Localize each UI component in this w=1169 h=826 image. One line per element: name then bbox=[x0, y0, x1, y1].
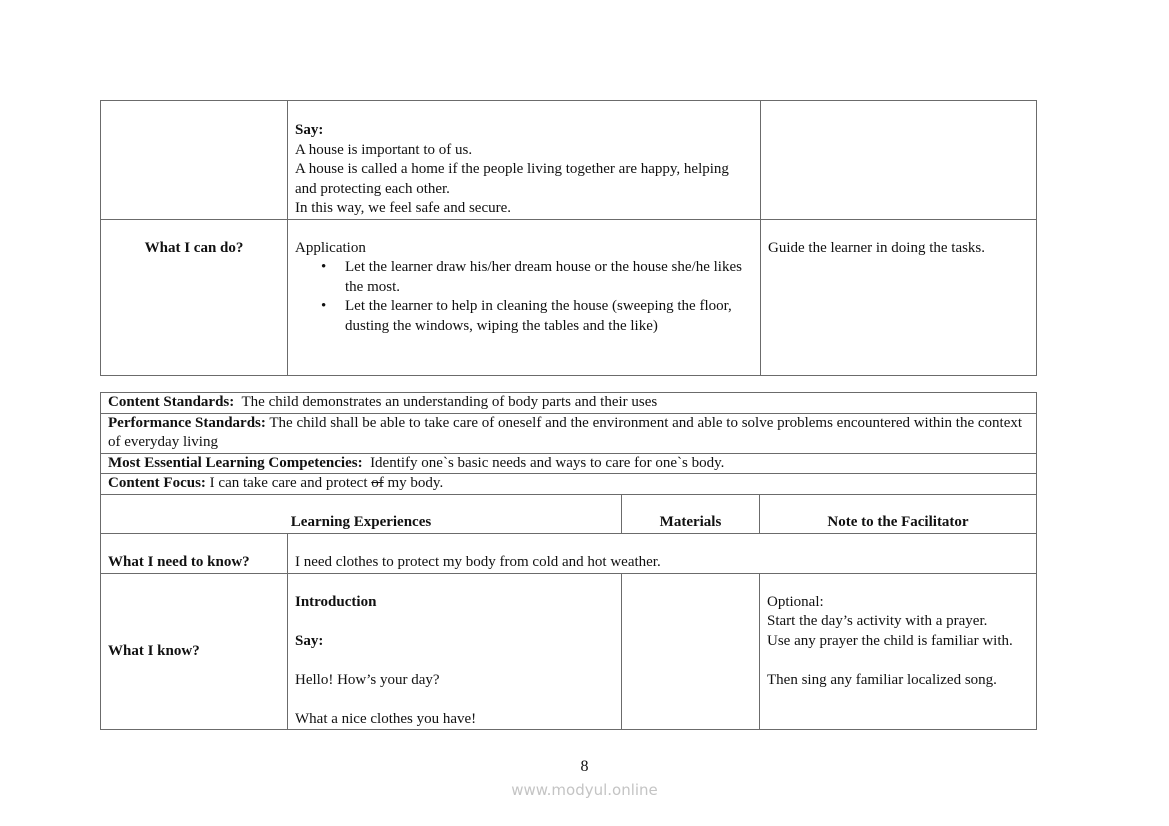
table-header-row bbox=[101, 494, 1037, 533]
content-standards-text: The child demonstrates an understanding of body parts and their uses bbox=[241, 394, 658, 410]
introduction-heading: Introduction bbox=[295, 593, 377, 610]
content-focus-label: Content Focus: bbox=[108, 475, 206, 491]
table-row bbox=[101, 533, 1037, 573]
say-line: A house is important to of us. bbox=[295, 141, 473, 158]
need-to-know-text: I need clothes to protect my body from cold and hot weather. bbox=[288, 533, 1037, 573]
row-label-cell bbox=[101, 101, 288, 220]
table-row bbox=[101, 393, 1037, 414]
say-line: A house is called a home if the people living together are happy, helping and protecting each other. bbox=[295, 161, 729, 197]
table-row bbox=[101, 453, 1037, 474]
table-row bbox=[101, 101, 1037, 220]
lesson-table-house bbox=[100, 100, 1037, 376]
performance-standards bbox=[101, 413, 1037, 453]
table-row bbox=[101, 413, 1037, 453]
header-note-to-facilitator: Note to the Facilitator bbox=[760, 494, 1037, 533]
list-item: • Let the learner draw his/her dream house or the house she/he likes the most. bbox=[345, 258, 753, 297]
note-cell: Guide the learner in doing the tasks. bbox=[761, 219, 1037, 375]
row-label-what-i-can-do: What I can do? bbox=[101, 219, 288, 375]
learning-experience-cell bbox=[288, 101, 761, 220]
performance-standards-label: Performance Standards: bbox=[108, 414, 266, 431]
content-focus bbox=[101, 474, 1037, 495]
say-label: Say: bbox=[295, 122, 324, 138]
lesson-table-body bbox=[100, 392, 1037, 730]
say-label: Say: bbox=[295, 632, 324, 649]
application-heading: Application bbox=[295, 239, 366, 256]
table-row bbox=[101, 573, 1037, 730]
note-line: Use any prayer the child is familiar with. bbox=[767, 632, 1013, 649]
table-row bbox=[101, 474, 1037, 495]
content-focus-text-end: my body. bbox=[387, 475, 444, 491]
content-standards bbox=[101, 393, 1037, 414]
say-line: In this way, we feel safe and secure. bbox=[295, 200, 512, 216]
header-learning-experiences: Learning Experiences bbox=[101, 494, 622, 533]
materials-cell bbox=[622, 573, 760, 730]
row-label-what-i-need-to-know: What I need to know? bbox=[101, 533, 288, 573]
content-focus-struck-word: of bbox=[371, 475, 384, 491]
melc-text: Identify one`s basic needs and ways to care for one`s body. bbox=[370, 454, 725, 471]
application-list bbox=[295, 258, 753, 336]
note-optional-label: Optional: bbox=[767, 593, 824, 610]
melc-label: Most Essential Learning Competencies: bbox=[108, 454, 363, 471]
header-materials: Materials bbox=[622, 494, 760, 533]
say-line: Hello! How’s your day? bbox=[295, 671, 440, 688]
content-focus-text: I can take care and protect bbox=[209, 475, 368, 491]
note-line: Start the day’s activity with a prayer. bbox=[767, 613, 988, 629]
note-line: Then sing any familiar localized song. bbox=[767, 671, 997, 688]
performance-standards-text: The child shall be able to take care of oneself and the environment and able to solve problems encountered within the context of everyday living bbox=[108, 414, 1023, 450]
page-number: 8 bbox=[580, 758, 589, 775]
content-standards-label: Content Standards: bbox=[108, 394, 235, 410]
watermark: www.modyul.online bbox=[511, 781, 658, 799]
note-cell bbox=[761, 101, 1037, 220]
learning-experience-cell bbox=[288, 219, 761, 375]
list-item: • Let the learner to help in cleaning the house (sweeping the floor, dusting the windows, wiping the tables and the like) bbox=[345, 297, 753, 336]
learning-experience-cell bbox=[288, 573, 622, 730]
say-line: What a nice clothes you have! bbox=[295, 710, 477, 727]
row-label-what-i-know: What I know? bbox=[101, 573, 288, 730]
note-cell bbox=[760, 573, 1037, 730]
melc bbox=[101, 453, 1037, 474]
table-row bbox=[101, 219, 1037, 375]
